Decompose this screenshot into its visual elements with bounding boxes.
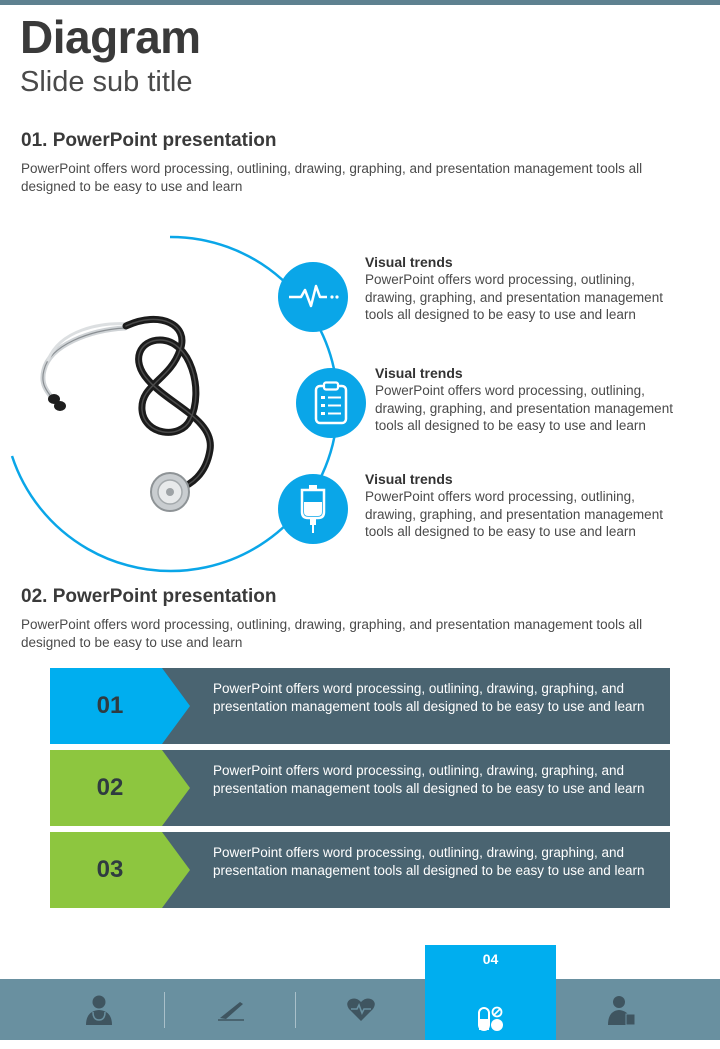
clipboard-icon: [296, 368, 366, 438]
section2-heading: 02. PowerPoint presentation: [21, 586, 277, 607]
trend-body: PowerPoint offers word processing, outlining, drawing, graphing, and presentation management tools all designed to be easy to use and learn: [365, 489, 663, 539]
iv-bag-icon: [278, 474, 348, 544]
trend-item-2: [375, 364, 695, 435]
trend-title: Visual trends: [375, 365, 463, 381]
pills-icon: [476, 1004, 506, 1034]
page-title: Diagram: [20, 11, 201, 63]
footer-nav-nurse[interactable]: [582, 979, 660, 1040]
step-number: 02: [96, 774, 124, 801]
scalpel-icon: [216, 998, 246, 1022]
trend-item-1: [365, 253, 685, 324]
nurse-icon: [606, 994, 636, 1026]
step-number: 03: [96, 856, 124, 883]
trend-body: PowerPoint offers word processing, outlining, drawing, graphing, and presentation management tools all designed to be easy to use and learn: [365, 272, 663, 322]
doctor-icon: [84, 994, 114, 1026]
step-row-1: [50, 668, 670, 744]
footer-divider: [295, 992, 296, 1028]
footer-nav-scalpel[interactable]: [192, 979, 270, 1040]
trend-title: Visual trends: [365, 254, 453, 270]
step-number: 01: [96, 692, 124, 719]
section2-body: PowerPoint offers word processing, outlining, drawing, graphing, and presentation management tools all designed to be easy to use and learn: [21, 617, 643, 650]
footer-divider: [164, 992, 165, 1028]
trend-body: PowerPoint offers word processing, outlining, drawing, graphing, and presentation management tools all designed to be easy to use and learn: [375, 383, 673, 433]
footer-nav-doctor[interactable]: [60, 979, 138, 1040]
step-text: PowerPoint offers word processing, outlining, drawing, graphing, and presentation management tools all designed to be easy to use and learn: [213, 681, 645, 714]
section1-heading: 01. PowerPoint presentation: [21, 130, 277, 151]
trend-title: Visual trends: [365, 471, 453, 487]
heart-pulse-icon: [346, 997, 376, 1023]
stethoscope-diagram: [0, 220, 720, 580]
step-row-2: [50, 750, 670, 826]
page-subtitle: Slide sub title: [20, 66, 193, 98]
page-number: 04: [482, 951, 499, 967]
numbered-steps: [50, 668, 670, 914]
heartbeat-icon: [278, 262, 348, 332]
step-text: PowerPoint offers word processing, outlining, drawing, graphing, and presentation management tools all designed to be easy to use and learn: [213, 763, 645, 796]
step-row-3: [50, 832, 670, 908]
section1-body: PowerPoint offers word processing, outlining, drawing, graphing, and presentation management tools all designed to be easy to use and learn: [21, 161, 643, 194]
top-accent-bar: [0, 0, 720, 5]
footer-nav-heart[interactable]: [322, 979, 400, 1040]
trend-item-3: [365, 470, 685, 541]
stethoscope-image: [30, 300, 270, 520]
step-text: PowerPoint offers word processing, outlining, drawing, graphing, and presentation management tools all designed to be easy to use and learn: [213, 845, 645, 878]
